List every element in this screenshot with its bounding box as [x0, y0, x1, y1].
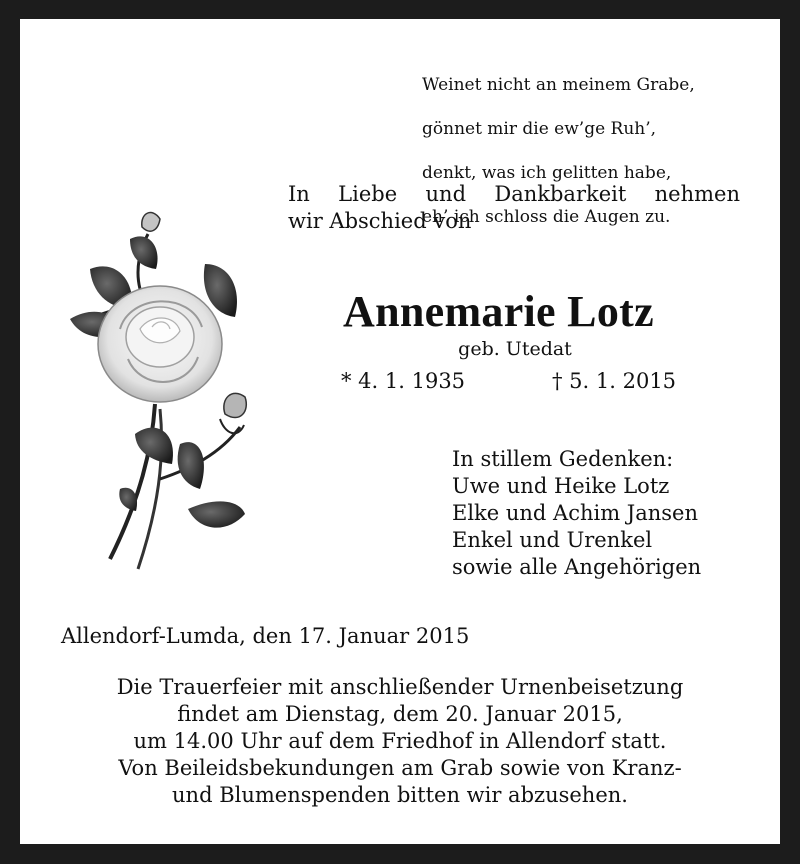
service-line: und Blumenspenden bitten wir abzusehen.	[172, 783, 628, 807]
poem-line: denkt, was ich gelitten habe,	[422, 163, 672, 183]
funeral-service-info	[40, 674, 760, 809]
mourner-line: Enkel und Urenkel	[452, 528, 653, 552]
intro-text	[288, 181, 740, 235]
service-line: um 14.00 Uhr auf dem Friedhof in Allendorf statt.	[133, 729, 667, 753]
mourner-line: Uwe und Heike Lotz	[452, 474, 670, 498]
deceased-name: Annemarie Lotz	[343, 287, 654, 336]
intro-line: wir Abschied von	[288, 209, 472, 233]
poem-line: eh’ ich schloss die Augen zu.	[422, 207, 671, 227]
service-line: Von Beileidsbekundungen am Grab sowie von Kranz-	[118, 756, 682, 780]
mourner-line: Elke und Achim Jansen	[452, 501, 698, 525]
birth-date: * 4. 1. 1935	[341, 369, 466, 393]
poem-line: gönnet mir die ew’ge Ruh’,	[422, 119, 657, 139]
service-line: findet am Dienstag, dem 20. Januar 2015,	[177, 702, 623, 726]
obituary-card	[20, 19, 780, 844]
service-line: Die Trauerfeier mit anschließender Urnenbeisetzung	[116, 675, 684, 699]
poem-line: Weinet nicht an meinem Grabe,	[422, 75, 695, 95]
death-date: † 5. 1. 2015	[552, 369, 677, 393]
intro-line: In Liebe und Dankbarkeit nehmen	[288, 182, 740, 206]
maiden-name: geb. Utedat	[458, 338, 572, 360]
mourners-heading: In stillem Gedenken:	[452, 447, 674, 471]
mourner-line: sowie alle Angehörigen	[452, 555, 702, 579]
mourners-block	[452, 446, 701, 581]
rose-illustration	[60, 199, 260, 579]
place-and-date: Allendorf-Lumda, den 17. Januar 2015	[61, 624, 470, 648]
